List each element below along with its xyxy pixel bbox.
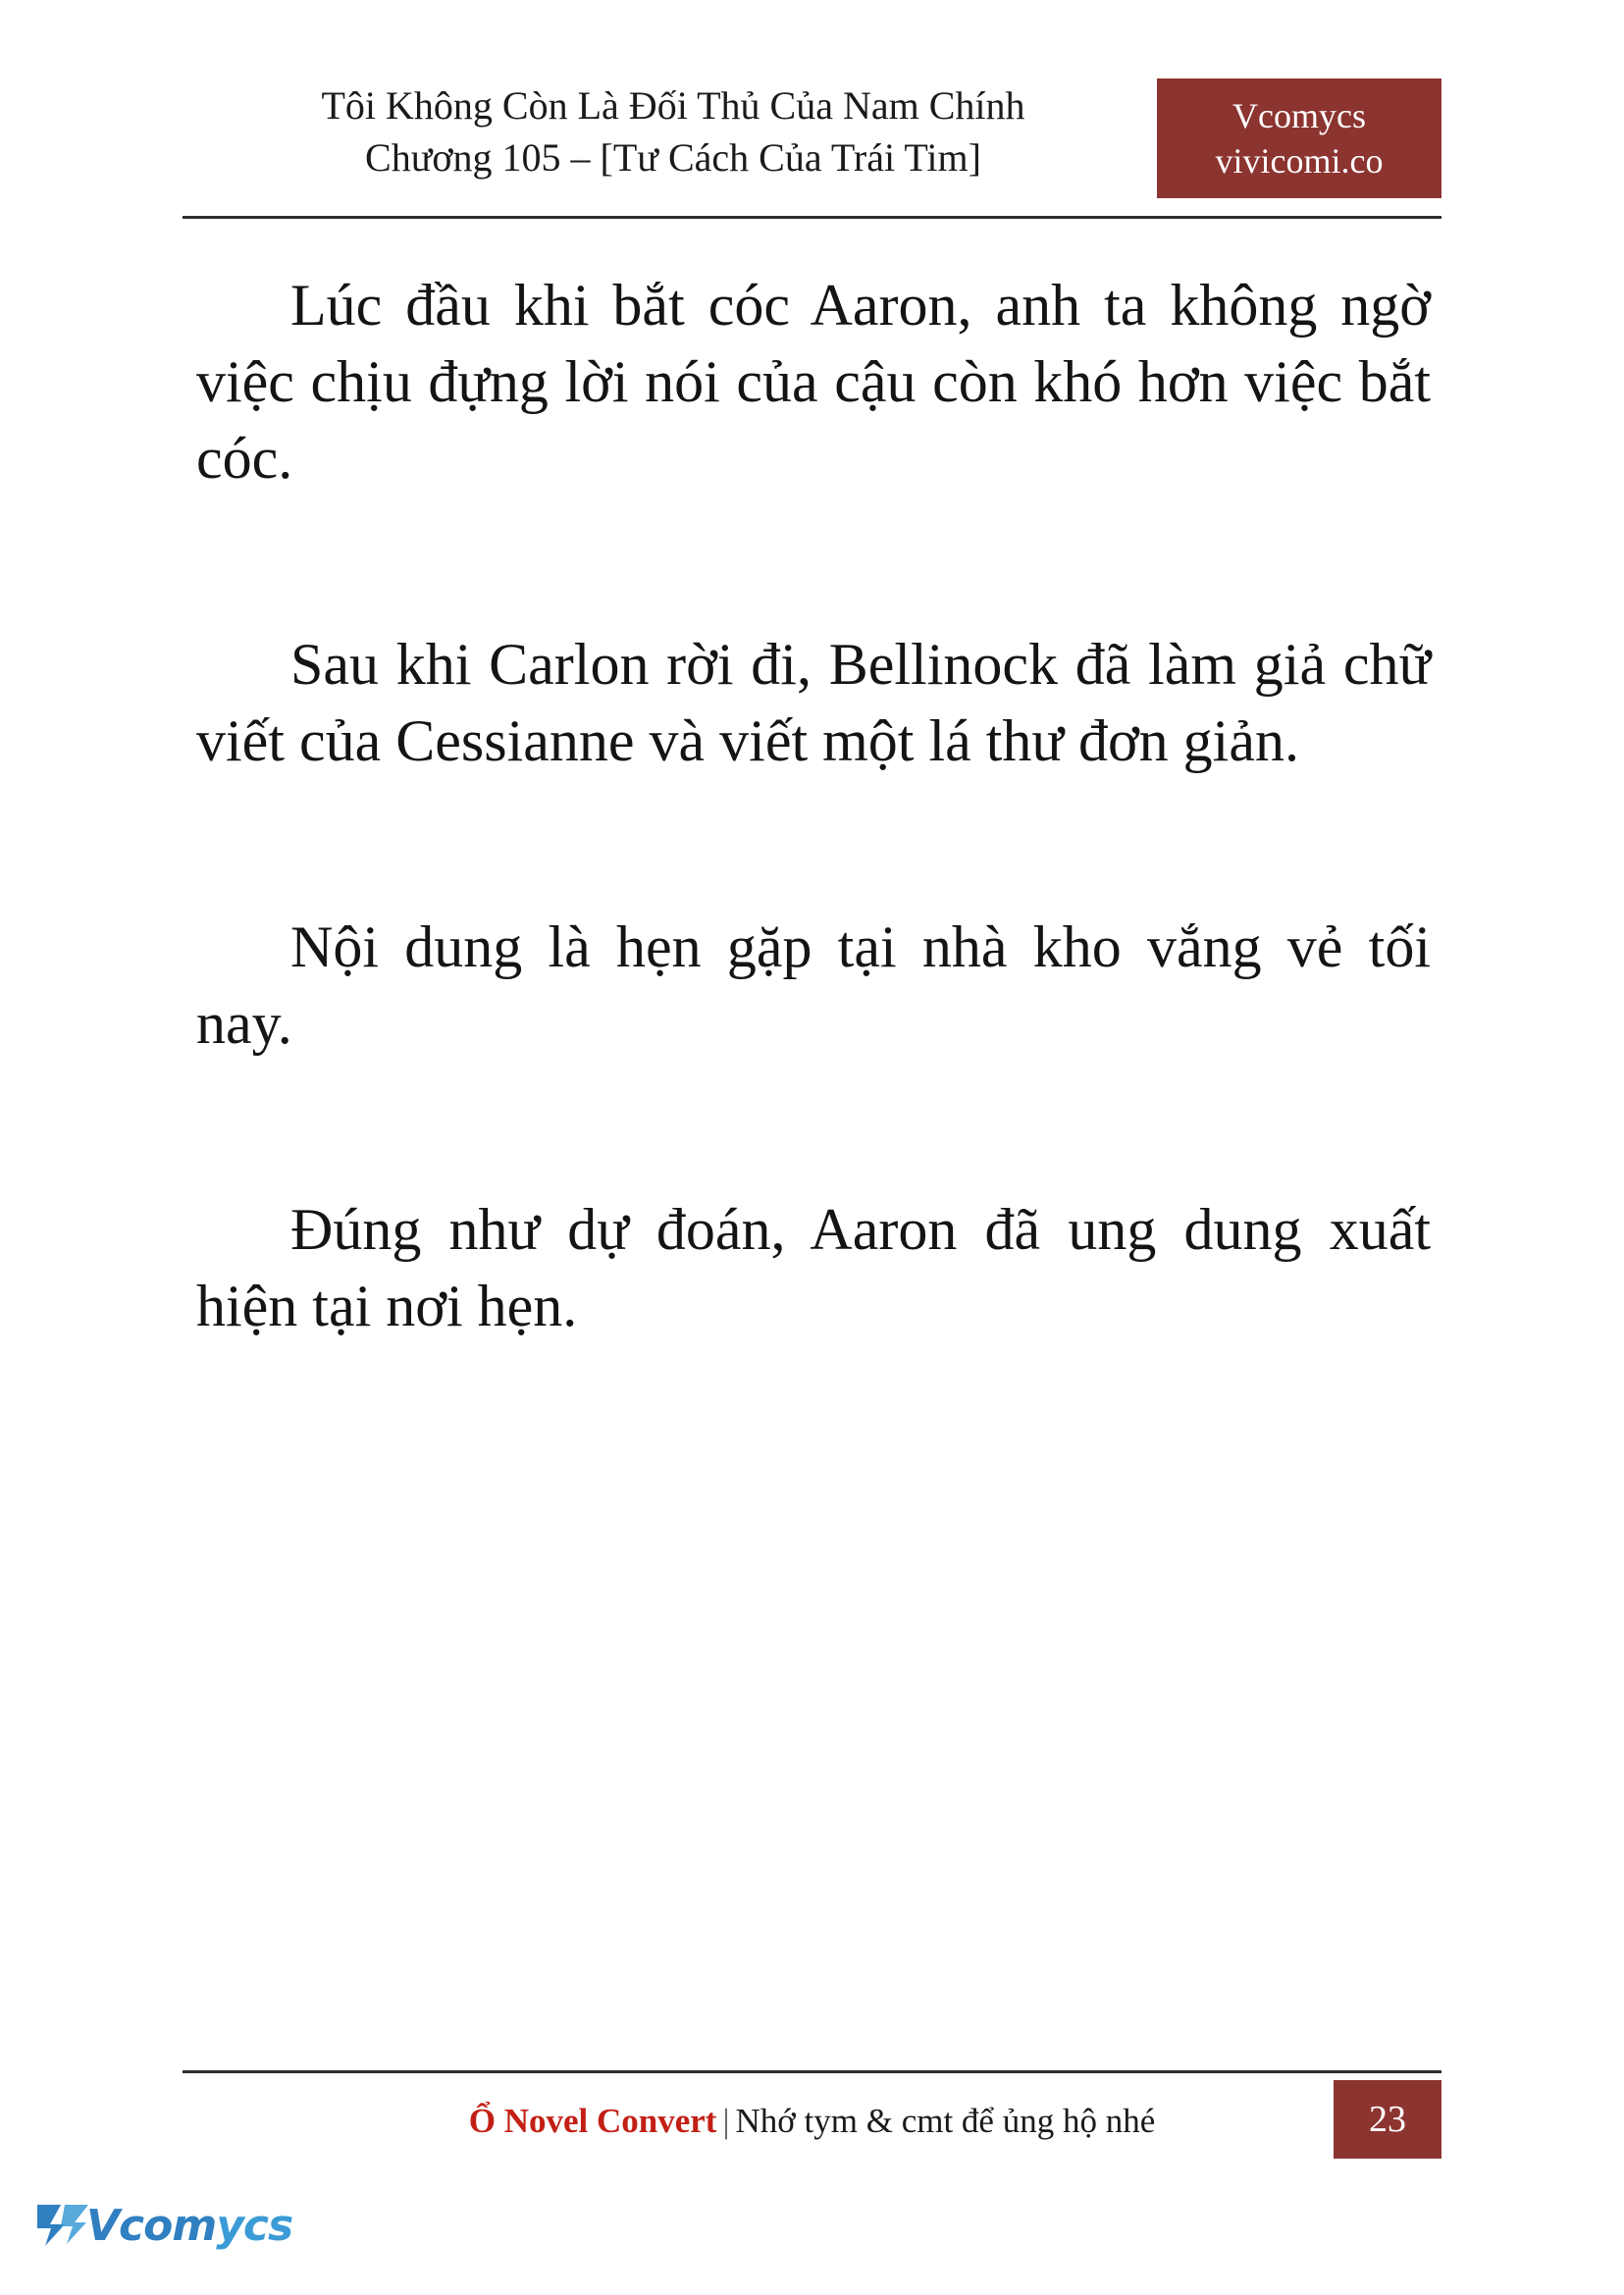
footer-credit — [183, 2086, 1441, 2157]
footer-separator: | — [722, 2102, 730, 2140]
page-content — [196, 267, 1431, 1344]
watermark-logo — [35, 2185, 293, 2269]
paragraph: Đúng như dự đoán, Aaron đã ung dung xuất hiện tại nơi hẹn. — [196, 1197, 1431, 1338]
header-title-line-1: Tôi Không Còn Là Đối Thủ Của Nam Chính — [321, 83, 1025, 128]
footer-divider — [183, 2070, 1441, 2073]
brand-url: vivicomi.co — [1215, 141, 1384, 181]
page-number: 23 — [1369, 2099, 1406, 2140]
header-divider — [183, 216, 1441, 219]
brand-name: Vcomycs — [1232, 95, 1366, 135]
header-title — [183, 80, 1164, 184]
paragraph: Nội dung là hẹn gặp tại nhà kho vắng vẻ tối nay. — [196, 914, 1431, 1056]
page-number-badge — [1334, 2080, 1441, 2159]
paragraph: Sau khi Carlon rời đi, Bellinock đã làm giả chữ viết của Cessianne và viết một lá thư đơn giản. — [196, 632, 1431, 773]
watermark-text-tail: ycs — [216, 2201, 293, 2251]
page-footer — [183, 2070, 1441, 2168]
footer-brand: Ổ Novel Convert — [468, 2102, 717, 2140]
page-header — [183, 80, 1441, 218]
header-title-line-2: Chương 105 – [Tư Cách Của Trái Tim] — [365, 134, 981, 180]
footer-text-group — [469, 2102, 1156, 2141]
vcomycs-logo-icon — [35, 2199, 94, 2248]
brand-badge — [1157, 78, 1441, 198]
watermark-text — [86, 2201, 292, 2251]
paragraph: Lúc đầu khi bắt cóc Aaron, anh ta không ngờ việc chịu đựng lời nói của cậu còn khó hơn việc bắt cóc. — [196, 273, 1431, 491]
watermark-text-main: Vcom — [86, 2201, 217, 2251]
footer-note: Nhớ tym & cmt để ủng hộ nhé — [735, 2102, 1156, 2140]
